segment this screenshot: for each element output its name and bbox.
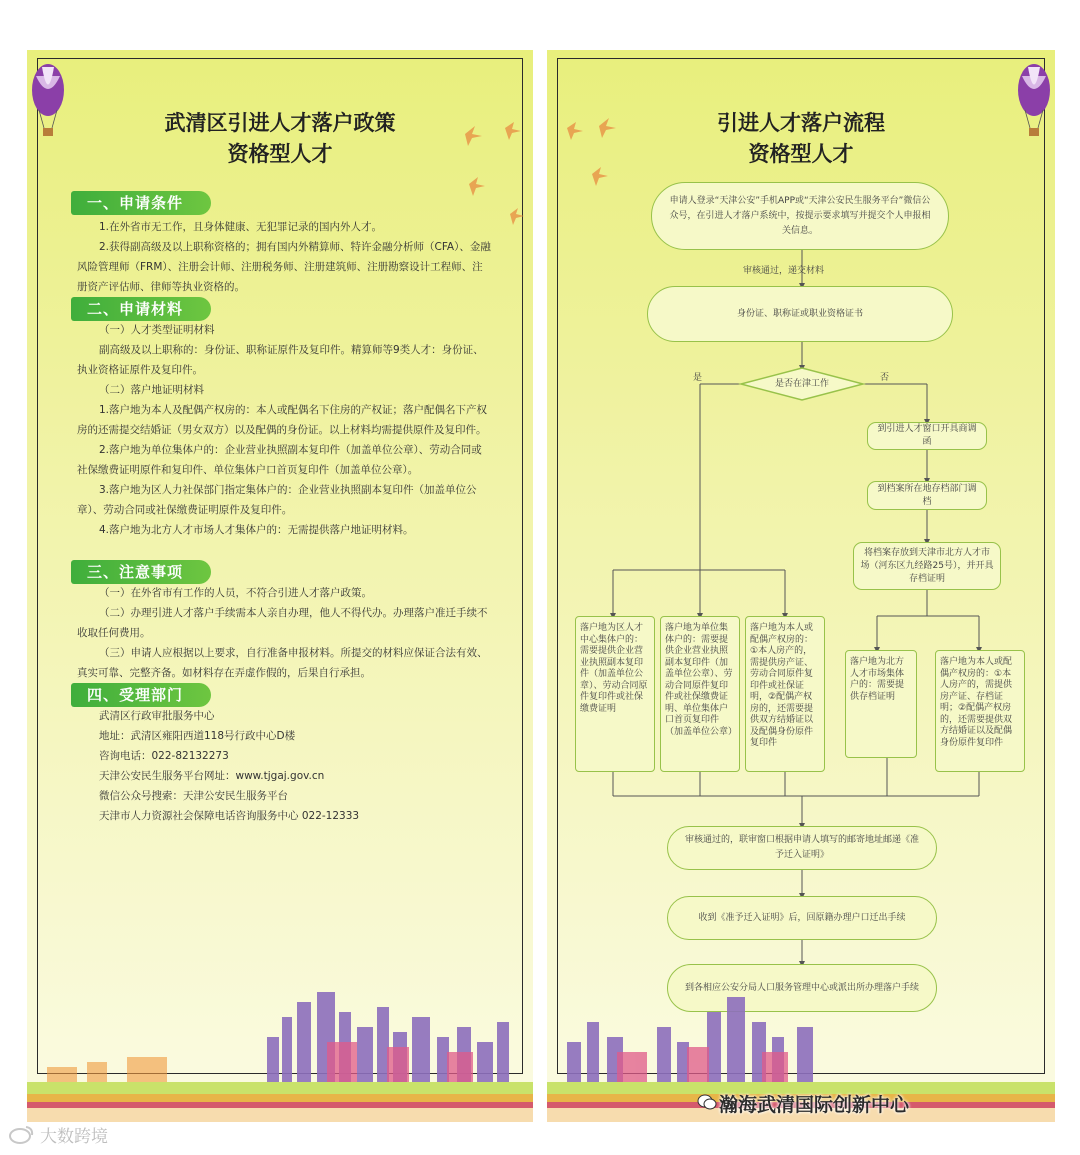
paragraph: 武清区行政审批服务中心 — [99, 710, 215, 722]
flow-box-north-market: 落户地为北方人才市场集体户的：需要提供存档证明 — [845, 650, 917, 758]
brand-watermark: 瀚海武清国际创新中心 — [719, 1094, 910, 1116]
flow-step-store-file: 将档案存放到天津市北方人才市场（河东区九经路25号），并开具存档证明 — [853, 542, 1001, 590]
paragraph: （二）落户地证明材料 — [99, 384, 204, 396]
flow-step-documents: 身份证、职称证或职业资格证书 — [647, 286, 953, 342]
city-skyline-decoration — [27, 982, 533, 1122]
section-heading-materials: 二、申请材料 — [71, 297, 211, 321]
wechat-icon — [697, 1093, 717, 1111]
flow-step-transfer-letter: 到引进人才窗口开具商调函 — [867, 422, 987, 450]
flow-label-yes: 是 — [693, 373, 703, 383]
flow-step-register: 到各相应公安分局人口服务管理中心或派出所办理落户手续 — [667, 964, 937, 1012]
section-heading-conditions: 一、申请条件 — [71, 191, 211, 215]
flow-box-district-collective: 落户地为区人才中心集体户的：需要提供企业营业执照副本复印件（加盖单位公章）、劳动合同原件复印件或社保缴费证明 — [575, 616, 655, 772]
paragraph: 天津公安民生服务平台网址：www.tjgaj.gov.cn — [99, 770, 325, 782]
flow-label-review: 审核通过，递交材料 — [743, 266, 825, 276]
weibo-icon — [8, 1124, 36, 1144]
paragraph: （一）人才类型证明材料 — [99, 324, 215, 336]
paragraph: （二）办理引进人才落户手续需本人亲自办理，他人不得代办。办理落户准迁手续不收取任何费用。 — [77, 607, 488, 639]
right-title-line2: 资格型人才 — [748, 142, 854, 166]
left-title-line2: 资格型人才 — [227, 142, 333, 166]
section-body-conditions — [77, 217, 492, 297]
paragraph: 微信公众号搜索：天津公安民生服务平台 — [99, 790, 288, 802]
corner-watermark: 大数跨境 — [40, 1127, 108, 1147]
paragraph: 1.在外省市无工作，且身体健康、无犯罪记录的国内外人才。 — [99, 221, 383, 233]
policy-poster — [27, 50, 533, 1122]
process-poster — [547, 50, 1055, 1122]
right-title-line1: 引进人才落户流程 — [717, 111, 885, 135]
flow-step-apply-online: 申请人登录“天津公安”手机APP或“天津公安民生服务平台”微信公众号，在引进人才落户系统中，按提示要求填写并提交个人申报相关信息。 — [651, 182, 949, 250]
section-body-notes — [77, 583, 492, 683]
flow-step-mail-permit: 审核通过的，联审窗口根据申请人填写的邮寄地址邮递《准予迁入证明》 — [667, 826, 937, 870]
section-heading-notes: 三、注意事项 — [71, 560, 211, 584]
section-body-department — [77, 706, 492, 826]
paragraph: 3.落户地为区人力社保部门指定集体户的：企业营业执照副本复印件（加盖单位公章）、劳动合同或社保缴费证明原件及复印件。 — [77, 484, 477, 516]
paragraph: 咨询电话：022-82132273 — [99, 750, 229, 762]
paragraph: 1.落户地为本人及配偶产权房的：本人或配偶名下住房的产权证；落户配偶名下产权房的还需提交结婚证（男女双方）以及配偶的身份证。以上材料均需提供原件及复印件。 — [77, 404, 488, 436]
flow-step-move-out: 收到《准予迁入证明》后，回原籍办理户口迁出手续 — [667, 896, 937, 940]
flow-label-no: 否 — [880, 373, 890, 383]
paragraph: 2.落户地为单位集体户的：企业营业执照副本复印件（加盖单位公章）、劳动合同或社保缴费证明原件和复印件、单位集体户口首页复印件（加盖单位公章）。 — [77, 444, 482, 476]
flow-step-retrieve-file: 到档案所在地存档部门调档 — [867, 481, 987, 510]
paragraph: 2.获得副高级及以上职称资格的；拥有国内外精算师、特许金融分析师（CFA）、金融风险管理师（FRM）、注册会计师、注册税务师、注册建筑师、注册勘察设计工程师、注册资产评估师、律师等执业资格的。 — [77, 241, 491, 293]
paragraph: 4.落户地为北方人才市场人才集体户的：无需提供落户地证明材料。 — [99, 524, 414, 536]
flow-decision-work-in-tianjin: 是否在津工作 — [774, 379, 829, 389]
left-title-line1: 武清区引进人才落户政策 — [164, 111, 396, 135]
paragraph: （一）在外省市有工作的人员，不符合引进人才落户政策。 — [99, 587, 372, 599]
paragraph: （三）申请人应根据以上要求，自行准备申报材料。所提交的材料应保证合法有效、真实可靠、完整齐备。如材料存在弄虚作假的，后果自行承担。 — [77, 647, 488, 679]
flow-box-own-property-archive: 落户地为本人或配偶产权房的：①本人房产的，需提供房产证、存档证明；②配偶产权房的，还需要提供双方结婚证以及配偶身份原件复印件 — [935, 650, 1025, 772]
section-heading-department: 四、受理部门 — [71, 683, 211, 707]
section-body-materials — [77, 320, 492, 540]
flow-box-unit-collective: 落户地为单位集体户的：需要提供企业营业执照副本复印件（加盖单位公章）、劳动合同原件复印件或社保缴费证明、单位集体户口首页复印件（加盖单位公章） — [660, 616, 740, 772]
paragraph: 地址：武清区雍阳西道118号行政中心D楼 — [99, 730, 296, 742]
flow-box-own-property: 落户地为本人或配偶产权房的：①本人房产的，需提供房产证、劳动合同原件复印件或社保证明，②配偶产权房的，还需要提供双方结婚证以及配偶身份原件复印件 — [745, 616, 825, 772]
paragraph: 天津市人力资源社会保障电话咨询服务中心 022-12333 — [99, 810, 360, 822]
paragraph: 副高级及以上职称的：身份证、职称证原件及复印件。精算师等9类人才：身份证、执业资格证原件及复印件。 — [77, 344, 484, 376]
